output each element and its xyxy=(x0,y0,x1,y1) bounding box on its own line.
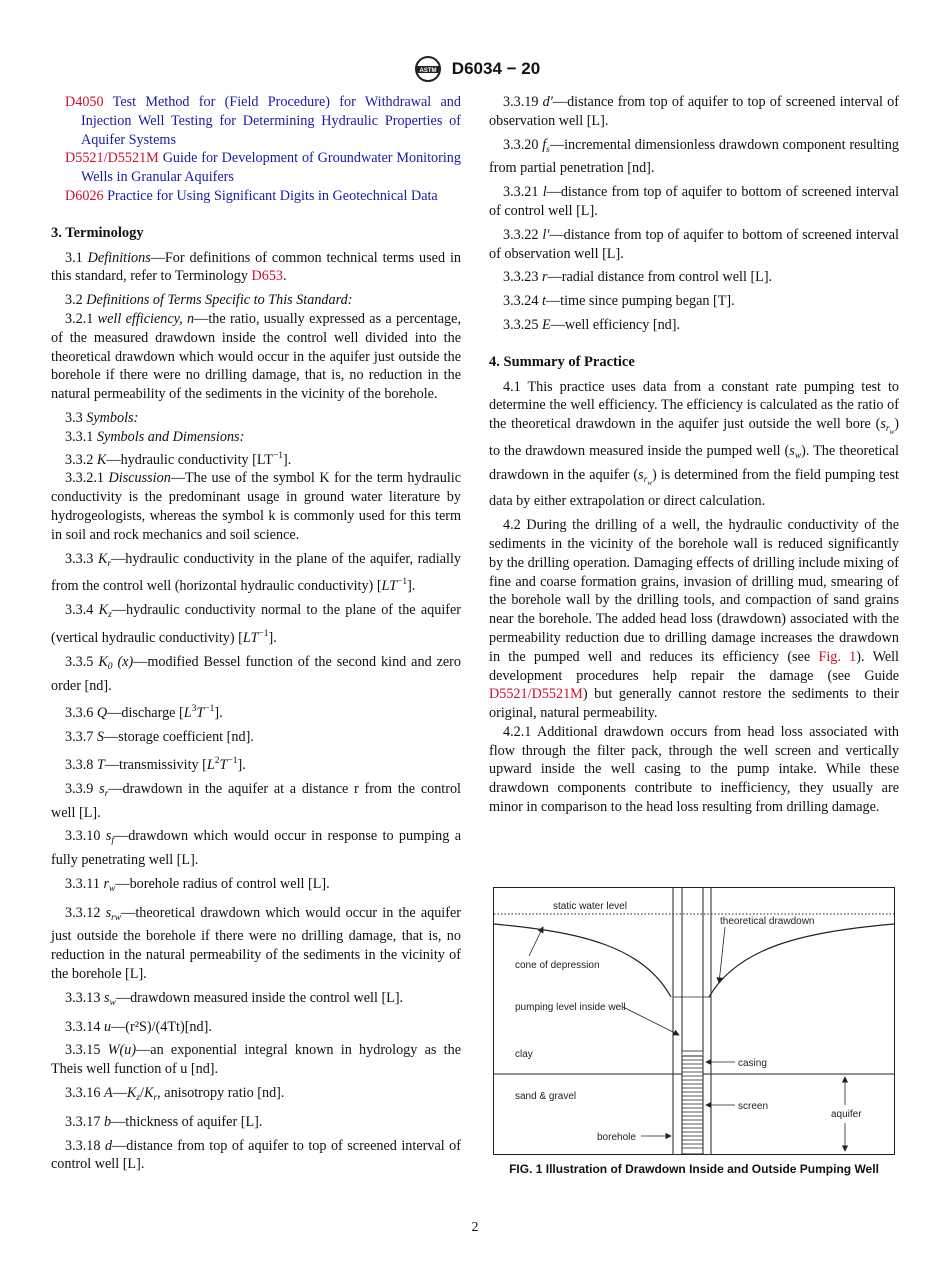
symbol-def: 3.3.15 W(u)—an exponential integral known in hydrology as the Theis well function of u [nd]. xyxy=(51,1042,462,1078)
symbol-def: 3.3.12 $s_{rw}—theoretical$ drawdown which would occur in the aquifer just outside the borehole if there were no drilling damage, that is, no reduction in the natural permeability of the sediments in the vicinity of the borehole [L]. xyxy=(51,904,461,983)
figure-caption: FIG. 1 Illustration of Drawdown Inside and Outside Pumping Well xyxy=(509,1162,879,1176)
paragraph: 3.2.1 well efficiency, n—the ratio, usually expressed as a percentage, of the measured drawdown inside the control well divided into the theoretical drawdown which would occur in the aquifer just outside the borehole if there were no drilling damage, that is, no reduction in the natural permeability of the sediments in the vicinity of the borehole. xyxy=(51,310,461,403)
well-screen xyxy=(682,1056,703,1154)
symbol-def: 3.3.21 l—distance from top of aquifer to bottom of screened interval of control well [L]. xyxy=(489,184,899,219)
paragraph: 4.1 This practice uses data from a constant rate pumping test to determine the well efficiency. The efficiency is calculated as the ratio of the theoretical drawdown in the aquifer just outside the well bore $(s_{r_w})$ to the drawdown measured inside the pumped well $(s_w)$. The theoretical drawdown in the aquifer $(s_{r_w})$ is determined from the field pumping test data by either extrapolation or direct calculation. xyxy=(489,378,899,510)
label-cone-of-depression: cone of depression xyxy=(515,960,600,971)
symbol-def: 3.3.2.1 Discussion—The use of the symbol K for the term hydraulic conductivity is the predominant usage in ground water literature by hydrogeologists, whereas the symbol k is commonly used for this term in soil and rock mechanics and soil science. xyxy=(51,470,461,543)
symbol-def: 3.3.19 d′—distance from top of aquifer to top of screened interval of observation well [L]. xyxy=(489,94,900,129)
symbol-def: 3.3.20 $f_s—incremental$ dimensionless drawdown component resulting from partial penetration [nd]. xyxy=(489,136,899,177)
reference-title[interactable]: Test Method for (Field Procedure) for Withdrawal and Injection Well Testing for Determining Hydraulic Properties of Aquifer Systems xyxy=(81,94,461,148)
symbol-def: 3.3.14 u—(r²S)/(4Tt)[nd]. xyxy=(65,1018,212,1035)
symbol-def: 3.3.2 K—hydraulic conductivity $[LT^{-1}]$. xyxy=(65,450,292,468)
cone-of-depression-right xyxy=(709,924,894,997)
page-number: 2 xyxy=(471,1220,479,1235)
astm-logo xyxy=(410,55,446,83)
symbol-def: 3.3.13 $s_w—drawdown$ measured inside the control well [L]. xyxy=(65,989,404,1008)
label-sand-gravel: sand & gravel xyxy=(515,1091,577,1102)
label-pumping-level: pumping level inside well xyxy=(515,1002,626,1013)
link-d5521[interactable]: D5521/D5521M xyxy=(489,686,583,703)
symbol-def: 3.3.10 $s_f—drawdown$ which would occur in response to pumping a fully penetrating well [L]. xyxy=(51,828,461,869)
reference-title[interactable]: Guide for Development of Groundwater Monitoring Wells in Granular Aquifers xyxy=(81,150,461,186)
label-borehole: borehole xyxy=(597,1132,636,1143)
paragraph: 3.1 Definitions—For definitions of common technical terms used in this standard, refer to Terminology D653. xyxy=(51,249,462,285)
symbol-def: 3.3.3 $K_r—hydraulic$ conductivity in the plane of the aquifer, radially from the control well (horizontal hydraulic conductivity) $[LT^{-1}]$. xyxy=(51,550,461,595)
reference-code[interactable]: D5521/D5521M xyxy=(65,150,159,167)
symbol-def: 3.3.9 $s_r—drawdown$ in the aquifer at a distance r from the control well [L]. xyxy=(51,780,462,821)
reference-title[interactable]: Practice for Using Significant Digits in Geotechnical Data xyxy=(107,187,438,204)
section-heading: 4. Summary of Practice xyxy=(489,353,635,370)
link-d653[interactable]: D653 xyxy=(251,268,284,285)
symbol-def: 3.3.8 T—transmissivity $[L^2T^{-1}]$. xyxy=(65,755,246,773)
symbol-def: 3.3.11 $r_w—borehole$ radius of control well [L]. xyxy=(65,875,330,894)
figure-1 xyxy=(493,887,895,1155)
page-header xyxy=(0,54,950,84)
symbol-def: 3.3.18 d—distance from top of aquifer to top of screened interval of control well [L]. xyxy=(51,1137,462,1173)
link-fig-1[interactable]: Fig. 1 xyxy=(818,648,857,665)
label-theoretical-drawdown: theoretical drawdown xyxy=(720,916,815,927)
symbol-def: 3.3.7 S—storage coefficient [nd]. xyxy=(65,729,254,746)
symbol-def: 3.3.16 $A—K_z/K_r$, anisotropy ratio [nd]. xyxy=(65,1085,285,1104)
reference-code[interactable]: D6026 xyxy=(65,187,104,204)
symbol-def: 3.3.5 $K_0$ (x)—modified Bessel function of the second kind and zero order [nd]. xyxy=(51,653,462,694)
paragraph: 4.2.1 Additional drawdown occurs from head loss associated with flow through the filter pack, through the well screen and vertically upward inside the well casing to the pump intake. While these drawdown components contribute to inefficiency, they usually are minor in comparison to the head loss resulting from drilling damage. xyxy=(489,723,899,816)
svg-text:ASTM: ASTM xyxy=(419,68,437,74)
reference-code[interactable]: D4050 xyxy=(65,94,104,110)
symbol-def: 3.3.6 Q—discharge $[L^3T^{-1}]$. xyxy=(65,704,223,722)
paragraph: 3.3.1 Symbols and Dimensions: xyxy=(65,428,245,445)
right-column xyxy=(489,93,899,817)
label-clay: clay xyxy=(515,1049,533,1060)
label-screen: screen xyxy=(738,1101,769,1112)
paragraph: 3.3 Symbols: xyxy=(65,409,139,426)
label-static-water-level: static water level xyxy=(553,901,627,912)
label-aquifer: aquifer xyxy=(831,1109,862,1120)
symbol-def: 3.3.22 l′—distance from top of aquifer to bottom of screened interval of observation well [L]. xyxy=(489,226,899,262)
left-column xyxy=(51,93,461,1174)
label-casing: casing xyxy=(738,1058,767,1069)
reference-item xyxy=(51,93,461,149)
section-heading: 3. Terminology xyxy=(51,224,144,241)
symbol-def: 3.3.4 $K_z—hydraulic$ conductivity normal to the plane of the aquifer (vertical hydraulic conductivity) $[LT^{-1}]$. xyxy=(51,602,462,646)
reference-item xyxy=(51,187,461,206)
reference-item xyxy=(51,149,461,187)
symbol-def: 3.3.23 r—radial distance from control well [L]. xyxy=(503,269,773,286)
paragraph: 4.2 During the drilling of a well, the hydraulic conductivity of the sediments in the vicinity of the borehole wall is reduced significantly by the drilling operation. Damaging effects of drilling include mixing of fine and coarse formation grains, invasion of drilling mud, smearing of the borehole wall by the drilling tools, and compaction of sand grains near the borehole. The added head loss (drawdown) associated with the permeability reduction due to drilling damage increases the drawdown in the pumped well and reduces its efficiency (see Fig. 1). Well development procedures help repair the damage (see Guide D5521/D5521M) but generally cannot restore the sediments to their original, natural permeability. xyxy=(489,517,899,722)
drawdown-diagram xyxy=(493,887,895,1155)
symbol-def: 3.3.25 E—well efficiency [nd]. xyxy=(503,316,681,333)
document-id: D6034 − 20 xyxy=(451,59,541,78)
symbol-def: 3.3.24 t—time since pumping began [T]. xyxy=(503,293,735,310)
paragraph: 3.2 Definitions of Terms Specific to This Standard: xyxy=(65,292,353,309)
symbol-def: 3.3.17 b—thickness of aquifer [L]. xyxy=(65,1113,263,1130)
